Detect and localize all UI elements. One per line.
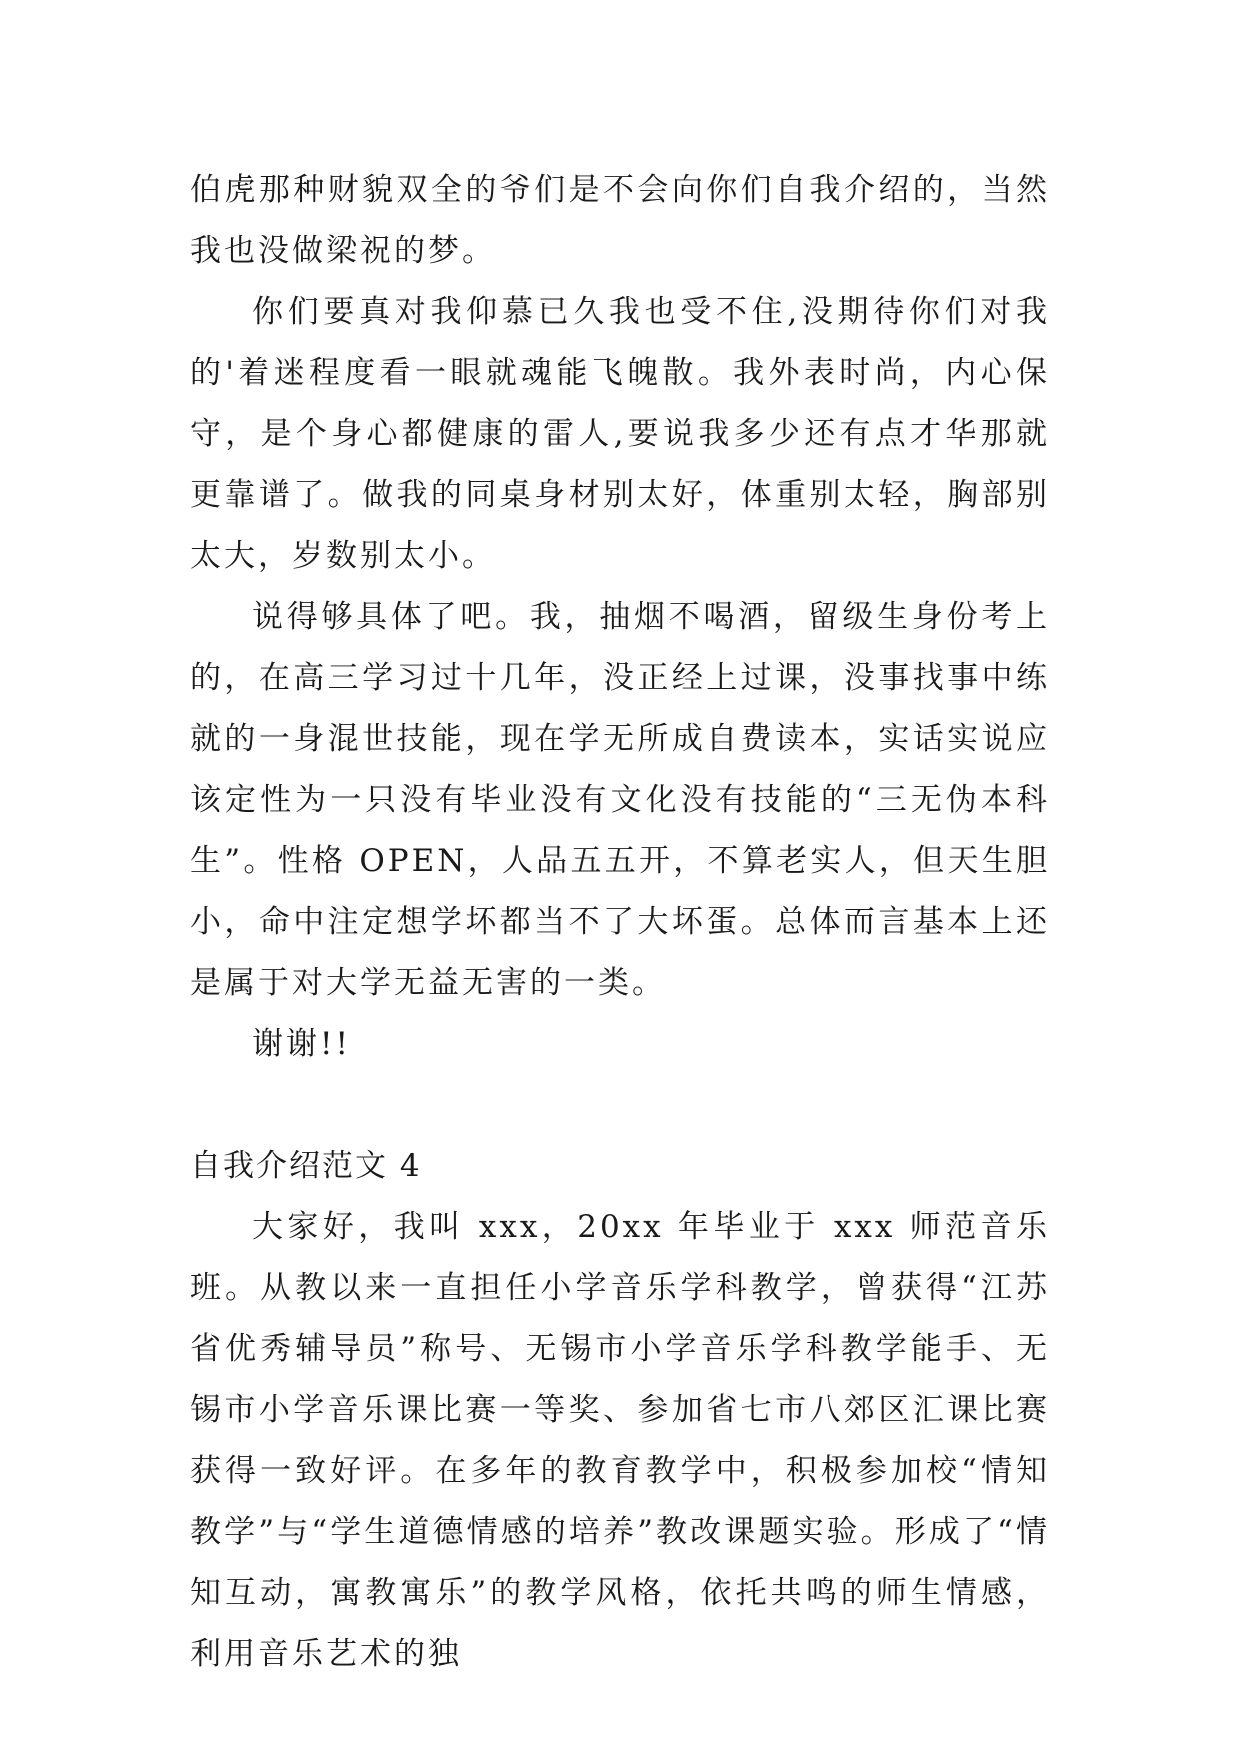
paragraph-5: 大家好，我叫 xxx，20xx 年毕业于 xxx 师范音乐班。从教以来一直担任小学音乐学科教学，曾获得“江苏省优秀辅导员”称号、无锡市小学音乐学科教学能手、无锡市小学音乐课比赛一等奖、参加省七市八郊区汇课比赛获得一致好评。在多年的教育教学中，积极参加校“情知教学”与“学生道德情感的培养”教改课题实验。形成了“情知互动，寓教寓乐”的教学风格，依托共鸣的师生情感，利用音乐艺术的独 <box>190 1209 1050 1672</box>
paragraph-2: 你们要真对我仰慕已久我也受不住,没期待你们对我的'着迷程度看一眼就魂能飞魄散。我外表时尚，内心保守，是个身心都健康的雷人,要说我多少还有点才华那就更靠谱了。做我的同桌身材别太好，体重别太轻，胸部别太大，岁数别太小。 <box>190 294 1050 574</box>
paragraph-4: 谢谢!! <box>252 1026 351 1062</box>
paragraph-3: 说得够具体了吧。我，抽烟不喝酒，留级生身份考上的，在高三学习过十几年，没正经上过课，没事找事中练就的一身混世技能，现在学无所成自费读本，实话实说应该定性为一只没有毕业没有文化没有技能的“三无伪本科生”。性格 OPEN，人品五五开，不算老实人，但天生胆小，命中注定想学坏都当不了大坏蛋。总体而言基本上还是属于对大学无益无害的一类。 <box>190 599 1050 1001</box>
section-heading: 自我介绍范文 4 <box>190 1148 422 1184</box>
paragraph-1: 伯虎那种财貌双全的爷们是不会向你们自我介绍的，当然我也没做梁祝的梦。 <box>190 172 1050 269</box>
document-body <box>190 160 1050 1685</box>
